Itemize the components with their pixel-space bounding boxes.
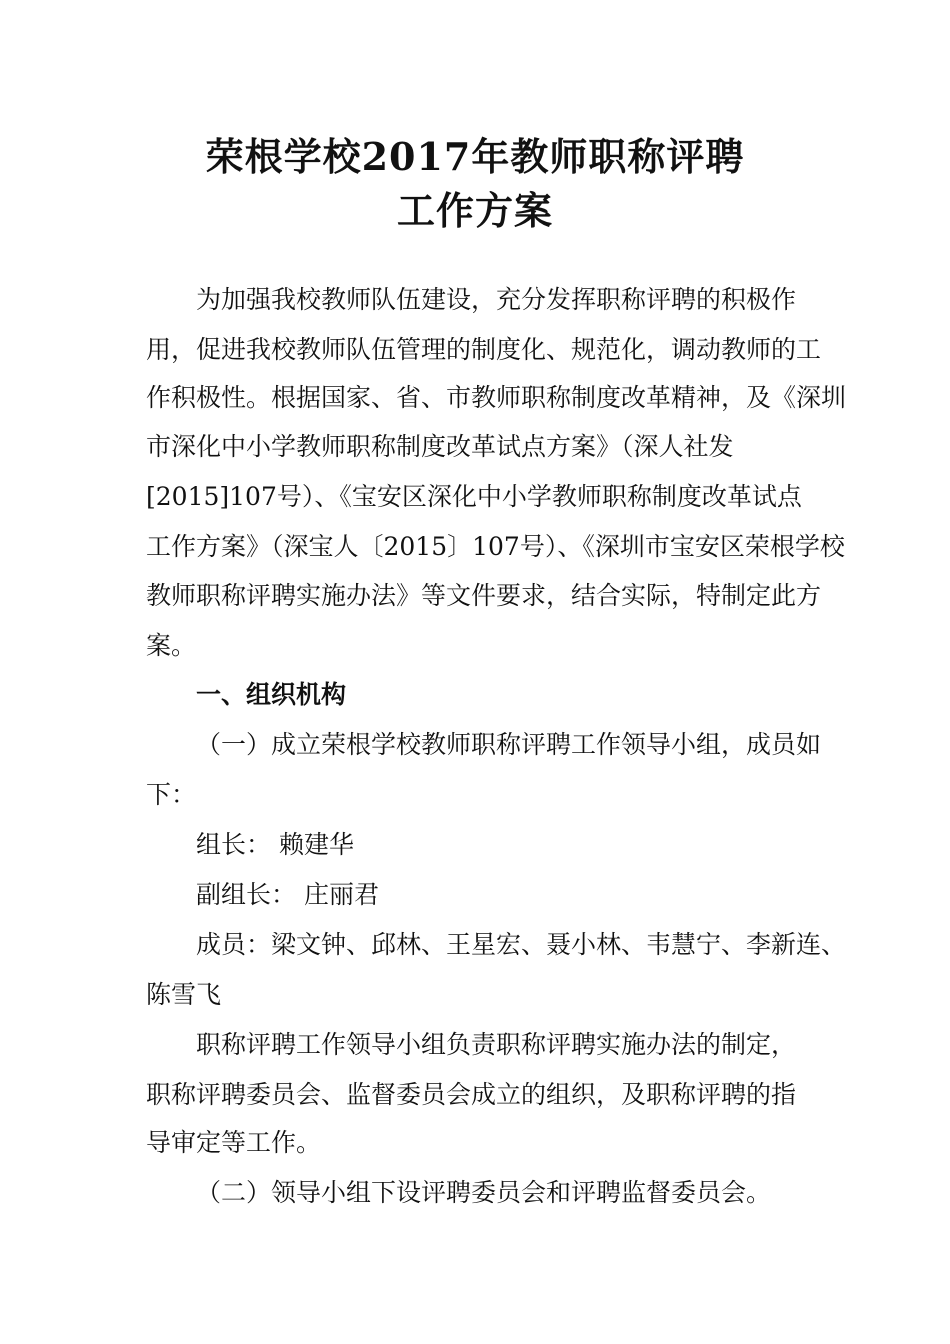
paragraph-line: 市深化中小学教师职称制度改革试点方案》（深人社发 — [146, 432, 734, 461]
paragraph-line: 为加强我校教师队伍建设，充分发挥职称评聘的积极作 — [196, 285, 797, 314]
members-line: 陈雪飞 — [146, 980, 222, 1009]
paragraph-line: 作积极性。根据国家、省、市教师职称制度改革精神，及《深圳 — [146, 383, 847, 412]
paragraph-line: 案。 — [146, 631, 197, 660]
section-heading: 一、组织机构 — [196, 680, 347, 709]
group-leader-line: 组长： 赖建华 — [196, 830, 354, 859]
paragraph-line: （一）成立荣根学校教师职称评聘工作领导小组，成员如 — [196, 730, 822, 759]
paragraph-line: 工作方案》（深宝人〔2015〕107号）、《深圳市宝安区荣根学校 — [146, 532, 845, 561]
paragraph-line: 下： — [146, 780, 197, 809]
paragraph-line: 教师职称评聘实施办法》等文件要求，结合实际，特制定此方 — [146, 581, 822, 610]
paragraph-line: 职称评聘委员会、监督委员会成立的组织，及职称评聘的指 — [146, 1080, 797, 1109]
paragraph-line: 职称评聘工作领导小组负责职称评聘实施办法的制定， — [196, 1030, 797, 1059]
paragraph-line: 用，促进我校教师队伍管理的制度化、规范化，调动教师的工 — [146, 335, 822, 364]
paragraph-line: （二）领导小组下设评聘委员会和评聘监督委员会。 — [196, 1178, 772, 1207]
paragraph-line: [2015]107号）、《宝安区深化中小学教师职称制度改革试点 — [146, 482, 802, 511]
members-line: 成员：梁文钟、邱林、王星宏、聂小林、韦慧宁、李新连、 — [196, 930, 847, 959]
document-title-line-1: 荣根学校2017年教师职称评聘 — [205, 134, 745, 179]
deputy-leader-line: 副组长： 庄丽君 — [196, 880, 379, 909]
document-title-line-2: 工作方案 — [396, 188, 553, 233]
paragraph-line: 导审定等工作。 — [146, 1128, 322, 1157]
